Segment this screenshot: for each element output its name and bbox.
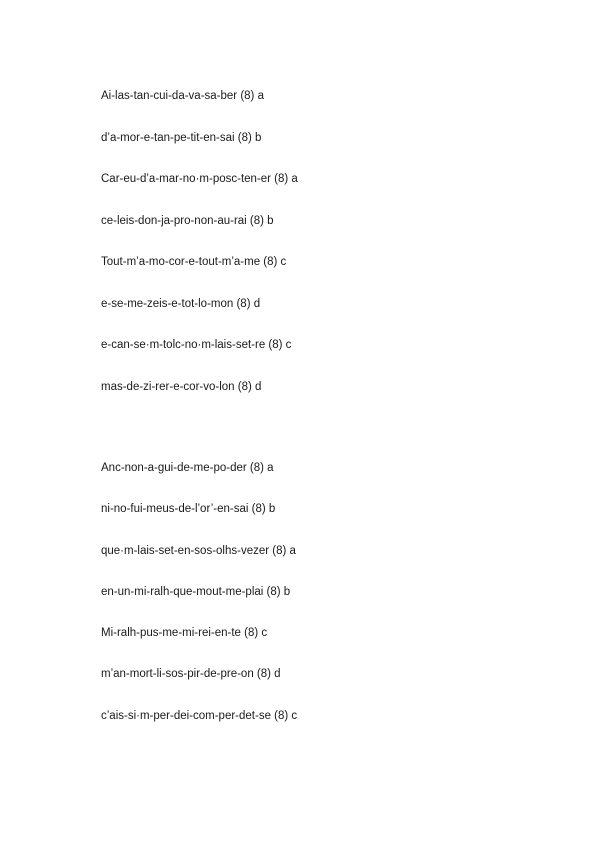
verse-line: Tout-m’a-mo-cor-e-tout-m’a-me (8) c	[101, 256, 287, 268]
verse-line: en-un-mi-ralh-que-mout-me-plai (8) b	[101, 585, 291, 598]
verse-line: Mi-ralh-pus-me-mi-rei-en-te (8) c	[101, 627, 268, 640]
verse-line: Anc-non-a-gui-de-me-po-der (8) a	[101, 462, 274, 474]
verse-line: Car-eu-d’a-mar-no·m-posc-ten-er (8) a	[101, 173, 298, 185]
verse-line: ni-no-fui-meus-de-l’or’-en-sai (8) b	[101, 503, 276, 516]
stanza-2	[101, 460, 297, 749]
verse-line: d’a-mor-e-tan-pe-tit-en-sai (8) b	[101, 131, 262, 144]
stanza-1	[101, 88, 298, 420]
verse-line: mas-de-zi-rer-e-cor-vo-lon (8) d	[101, 380, 262, 393]
verse-line: que·m-lais-set-en-sos-olhs-vezer (8) a	[101, 544, 296, 557]
verse-line: ce-leis-don-ja-pro-non-au-rai (8) b	[101, 214, 274, 227]
verse-line: m’an-mort-li-sos-pir-de-pre-on (8) d	[101, 668, 281, 681]
verse-line: e-se-me-zeis-e-tot-lo-mon (8) d	[101, 297, 261, 310]
verse-line: c’ais-si·m-per-dei-com-per-det-se (8) c	[101, 709, 298, 722]
verse-line: Ai-las-tan-cui-da-va-sa-ber (8) a	[101, 90, 264, 102]
verse-line: e-can-se·m-tolc-no·m-lais-set-re (8) c	[101, 339, 292, 351]
